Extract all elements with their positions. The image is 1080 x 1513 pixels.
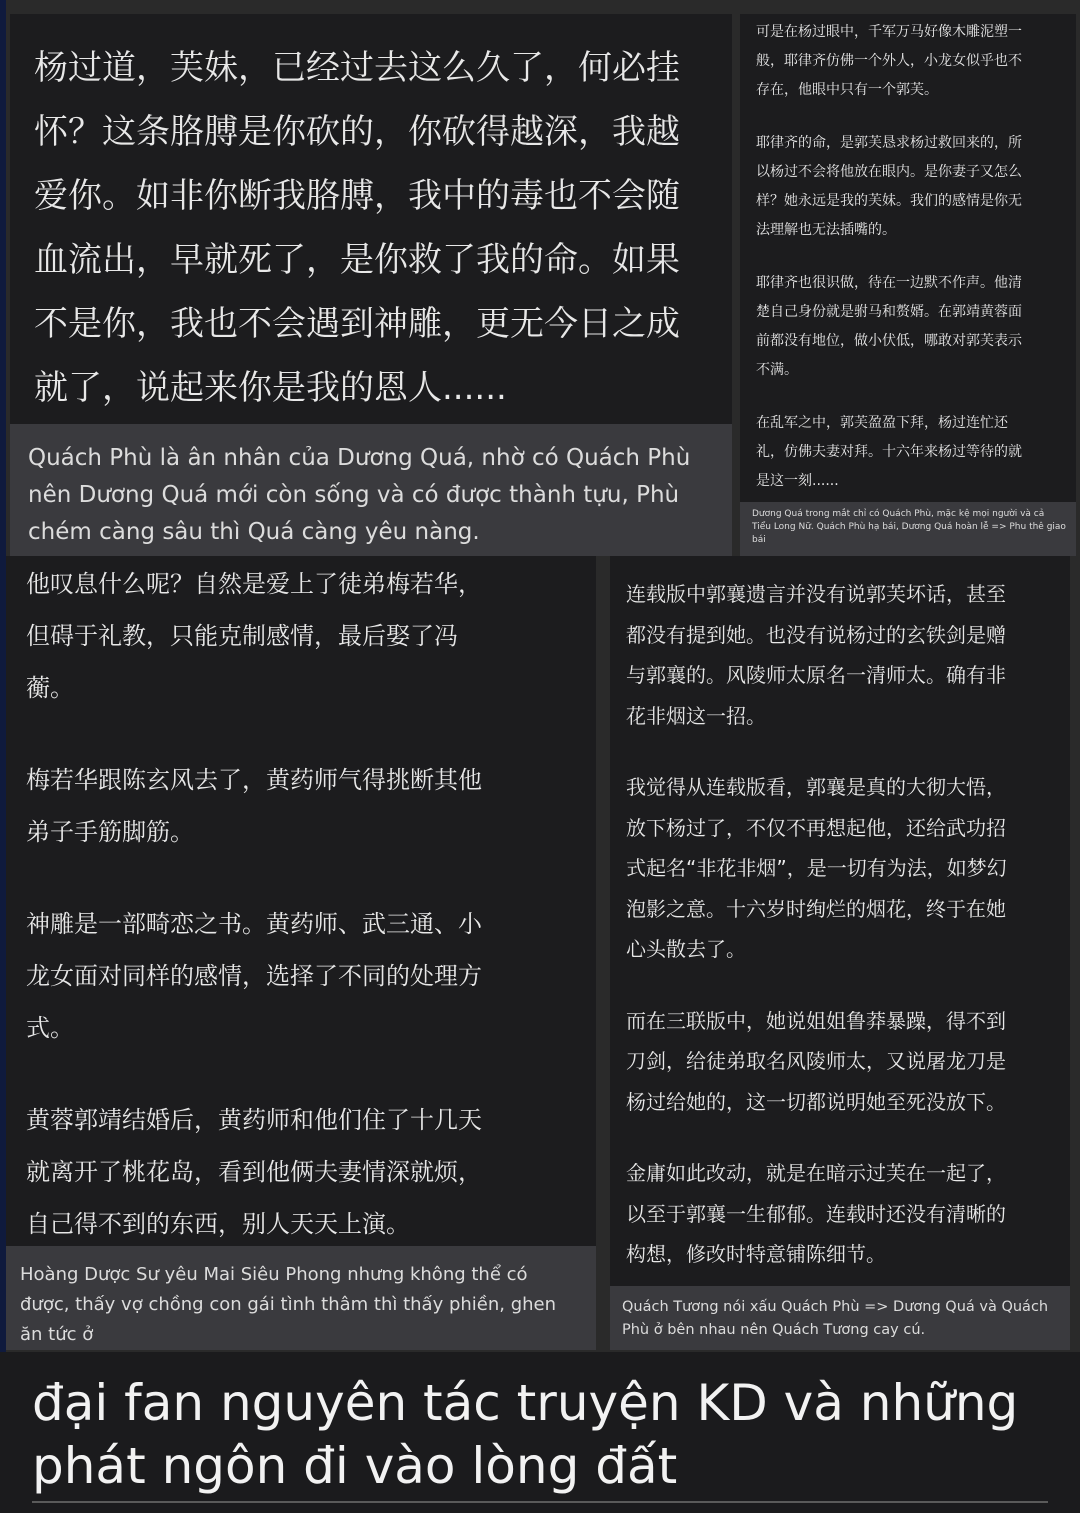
screenshot-panel-4 — [610, 556, 1070, 1350]
excerpt-2-paragraph: 在乱军之中，郭芙盈盈下拜，杨过连忙还 礼，仿佛夫妻对拜。十六年来杨过等待的就 是这一刻...... — [756, 415, 1022, 489]
excerpt-4-paragraph: 金庸如此改动，就是在暗示过芙在一起了， 以至于郭襄一生郁郁。连载时还没有清晰的 构想，修改时特意铺陈细节。 — [626, 1161, 1006, 1266]
excerpt-4-paragraph: 连载版中郭襄遗言并没有说郭芙坏话，甚至 都没有提到她。也没有说杨过的玄铁剑是赠 与郭襄的。风陵师太原名一清师太。确有非 花非烟这一招。 — [626, 582, 1006, 728]
excerpt-3-paragraph: 梅若华跟陈玄风去了，黄药师气得挑断其他 弟子手筋脚筋。 — [26, 766, 482, 846]
excerpt-2-paragraph: 耶律齐的命，是郭芙恳求杨过救回来的，所 以杨过不会将他放在眼内。是你妻子又怎么 样？她永远是我的芙妹。我们的感情是你无 法理解也无法插嘴的。 — [756, 135, 1022, 238]
caption-text-4: Quách Tương nói xấu Quách Phù => Dương Quá và Quách Phù ở bên nhau nên Quách Tương cay cú. — [622, 1299, 1049, 1338]
excerpt-4-paragraph: 而在三联版中，她说姐姐鲁莽暴躁，得不到 刀剑，给徒弟取名风陵师太，又说屠龙刀是 杨过给她的，这一切都说明她至死没放下。 — [626, 1008, 1006, 1114]
caption-text-2: Dương Quá trong mắt chỉ có Quách Phù, mặc kệ mọi người và cả Tiểu Long Nữ. Quách Phù hạ bái, Dương Quá hoàn lễ => Phu thê giao bái — [752, 509, 1066, 545]
excerpt-2-paragraph: 耶律齐也很识做，待在一边默不作声。他清 楚自己身份就是驸马和赘婿。在郭靖黄蓉面 前都没有地位，做小伏低，哪敢对郭芙表示 不满。 — [756, 275, 1022, 378]
meme-caption-bar — [0, 1352, 1080, 1513]
meme-caption-title: đại fan nguyên tác truyện KD và những phát ngôn đi vào lòng đất — [32, 1374, 1019, 1495]
excerpt-3-paragraph: 黄蓉郭靖结婚后，黄药师和他们住了十几天 就离开了桃花岛，看到他俩夫妻情深就烦， 自己得不到的东西，别人天天上演。 — [26, 1106, 482, 1238]
chinese-excerpt-3 — [26, 558, 591, 1250]
caption-box-4 — [610, 1286, 1070, 1350]
caption-box-1 — [10, 424, 732, 556]
screenshot-panel-1 — [10, 14, 732, 556]
excerpt-3-paragraph: 他叹息什么呢？自然是爱上了徒弟梅若华， 但碍于礼教，只能克制感情，最后娶了冯 蘅。 — [26, 570, 482, 702]
caption-underline — [32, 1501, 1048, 1503]
caption-box-3 — [6, 1246, 596, 1350]
screenshot-panel-2 — [740, 14, 1076, 556]
chinese-excerpt-4 — [626, 574, 1066, 1275]
excerpt-2-paragraph: 可是在杨过眼中，千军万马好像木雕泥塑一 般，耶律齐仿佛一个外人，小龙女似乎也不 存在，他眼中只有一个郭芙。 — [756, 24, 1022, 98]
excerpt-3-paragraph: 神雕是一部畸恋之书。黄药师、武三通、小 龙女面对同样的感情，选择了不同的处理方 式。 — [26, 910, 482, 1042]
caption-box-2 — [740, 502, 1076, 556]
caption-text-1: Quách Phù là ân nhân của Dương Quá, nhờ có Quách Phù nên Dương Quá mới còn sống và có được thành tựu, Phù chém càng sâu thì Quá càng yêu nàng. — [28, 445, 691, 545]
screenshot-panel-3 — [6, 556, 596, 1350]
chinese-excerpt-2 — [756, 18, 1070, 496]
chinese-excerpt-1: 杨过道，芙妹，已经过去这么久了，何必挂 怀？这条胳膊是你砍的，你砍得越深，我越 爱你。如非你断我胳膊，我中的毒也不会随 血流出，早就死了，是你救了我的命。如果 不是你，我也不会遇到神雕，更无今日之成 就了，说起来你是我的恩人...... — [34, 48, 680, 408]
caption-text-3: Hoàng Dược Sư yêu Mai Siêu Phong nhưng không thể có được, thấy vợ chồng con gái tình thâm thì thấy phiền, ghen ăn tức ở — [20, 1264, 557, 1345]
excerpt-4-paragraph: 我觉得从连载版看，郭襄是真的大彻大悟， 放下杨过了，不仅不再想起他，还给武功招 式起名“非花非烟”，是一切有为法，如梦幻 泡影之意。十六岁时绚烂的烟花，终于在她 心头散去了。 — [626, 775, 1007, 961]
